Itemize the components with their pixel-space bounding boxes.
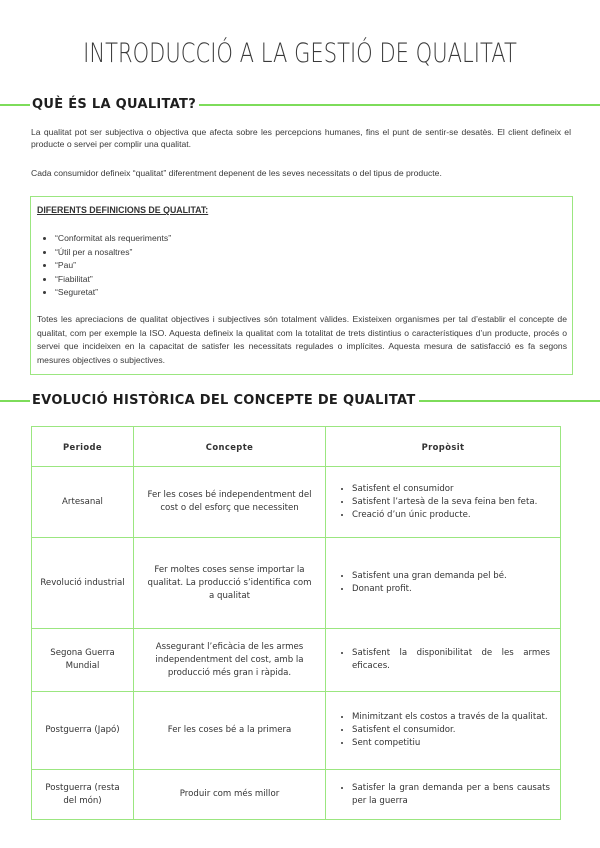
column-header-concept: Concepte: [134, 427, 326, 467]
list-item: • “Seguretat”: [55, 286, 171, 300]
concept-cell: Produir com més millor: [134, 770, 326, 820]
list-item: • Sent competitiu: [352, 737, 550, 750]
table-header-row: [32, 427, 561, 467]
column-header-purpose: Propòsit: [326, 427, 561, 467]
concept-cell: Assegurant l’eficàcia de les armes independentment del cost, amb la producció més gran i ràpida.: [134, 629, 326, 692]
period-cell: Segona Guerra Mundial: [32, 629, 134, 692]
intro-paragraph-2: Cada consumidor defineix “qualitat” diferentment depenent de les seves necessitats o del tipus de producte.: [31, 168, 442, 178]
section-heading-text: EVOLUCIÓ HISTÒRICA DEL CONCEPTE DE QUALITAT: [30, 391, 419, 411]
definitions-paragraph: Totes les apreciacions de qualitat objectives i subjectives són totalment vàlides. Existeixen organismes per tal d’establir el concepte de qualitat, com per exemple la ISO. Aquesta defineix la qualitat com la totalitat de trets distintius o característiques d’un producte, procés o servei que incideixen en la capacitat de satisfer les necessitats regulades o implícites. Aquesta mesura de satisfacció es fa segons mesures objectives o subjectives.: [37, 314, 567, 365]
purpose-cell: [326, 467, 561, 538]
list-item: • Satisfent el consumidor: [352, 483, 550, 496]
definitions-list: [55, 232, 171, 300]
section-heading-text: QUÈ ÉS LA QUALITAT?: [30, 95, 199, 115]
list-item: • Satisfent una gran demanda pel bé.: [352, 570, 550, 583]
definitions-box: [30, 196, 573, 375]
period-cell: Postguerra (resta del món): [32, 770, 134, 820]
page-title: INTRODUCCIÓ A LA GESTIÓ DE QUALITAT: [83, 38, 517, 69]
table-row: [32, 692, 561, 770]
section-heading-quality: [0, 95, 600, 115]
list-item: • Creació d’un únic producte.: [352, 509, 550, 522]
definitions-title: DIFERENTS DEFINICIONS DE QUALITAT:: [37, 205, 209, 215]
purpose-cell: [326, 770, 561, 820]
purpose-cell: [326, 538, 561, 629]
list-item: • Satisfent l’artesà de la seva feina ben feta.: [352, 496, 550, 509]
list-item: • Donant profit.: [352, 583, 550, 596]
history-table: [31, 426, 561, 820]
concept-cell: Fer moltes coses sense importar la qualitat. La producció s’identifica com a qualitat: [134, 538, 326, 629]
concept-cell: Fer les coses bé a la primera: [134, 692, 326, 770]
period-cell: Revolució industrial: [32, 538, 134, 629]
list-item: • “Fiabilitat”: [55, 273, 171, 287]
section-heading-history: [0, 391, 600, 411]
concept-cell: Fer les coses bé independentment del cost o del esforç que necessiten: [134, 467, 326, 538]
list-item: • “Pau”: [55, 259, 171, 273]
period-cell: Artesanal: [32, 467, 134, 538]
list-item: • “Conformitat als requeriments”: [55, 232, 171, 246]
table-row: [32, 467, 561, 538]
table-row: [32, 629, 561, 692]
list-item: • Minimitzant els costos a través de la qualitat.: [352, 711, 550, 724]
list-item: • Satisfent el consumidor.: [352, 724, 550, 737]
table-row: [32, 770, 561, 820]
list-item: • “Útil per a nosaltres”: [55, 246, 171, 260]
period-cell: Postguerra (Japó): [32, 692, 134, 770]
intro-paragraph-1: La qualitat pot ser subjectiva o objectiva que afecta sobre les percepcions humanes, fins el punt de sentir-se desatès. El client defineix el producte o servei per complir una qualitat.: [31, 127, 571, 149]
table-row: [32, 538, 561, 629]
column-header-period: Periode: [32, 427, 134, 467]
list-item: • Satisfer la gran demanda per a bens causats per la guerra: [352, 782, 550, 808]
list-item: • Satisfent la disponibilitat de les armes eficaces.: [352, 647, 550, 673]
purpose-cell: [326, 629, 561, 692]
purpose-cell: [326, 692, 561, 770]
